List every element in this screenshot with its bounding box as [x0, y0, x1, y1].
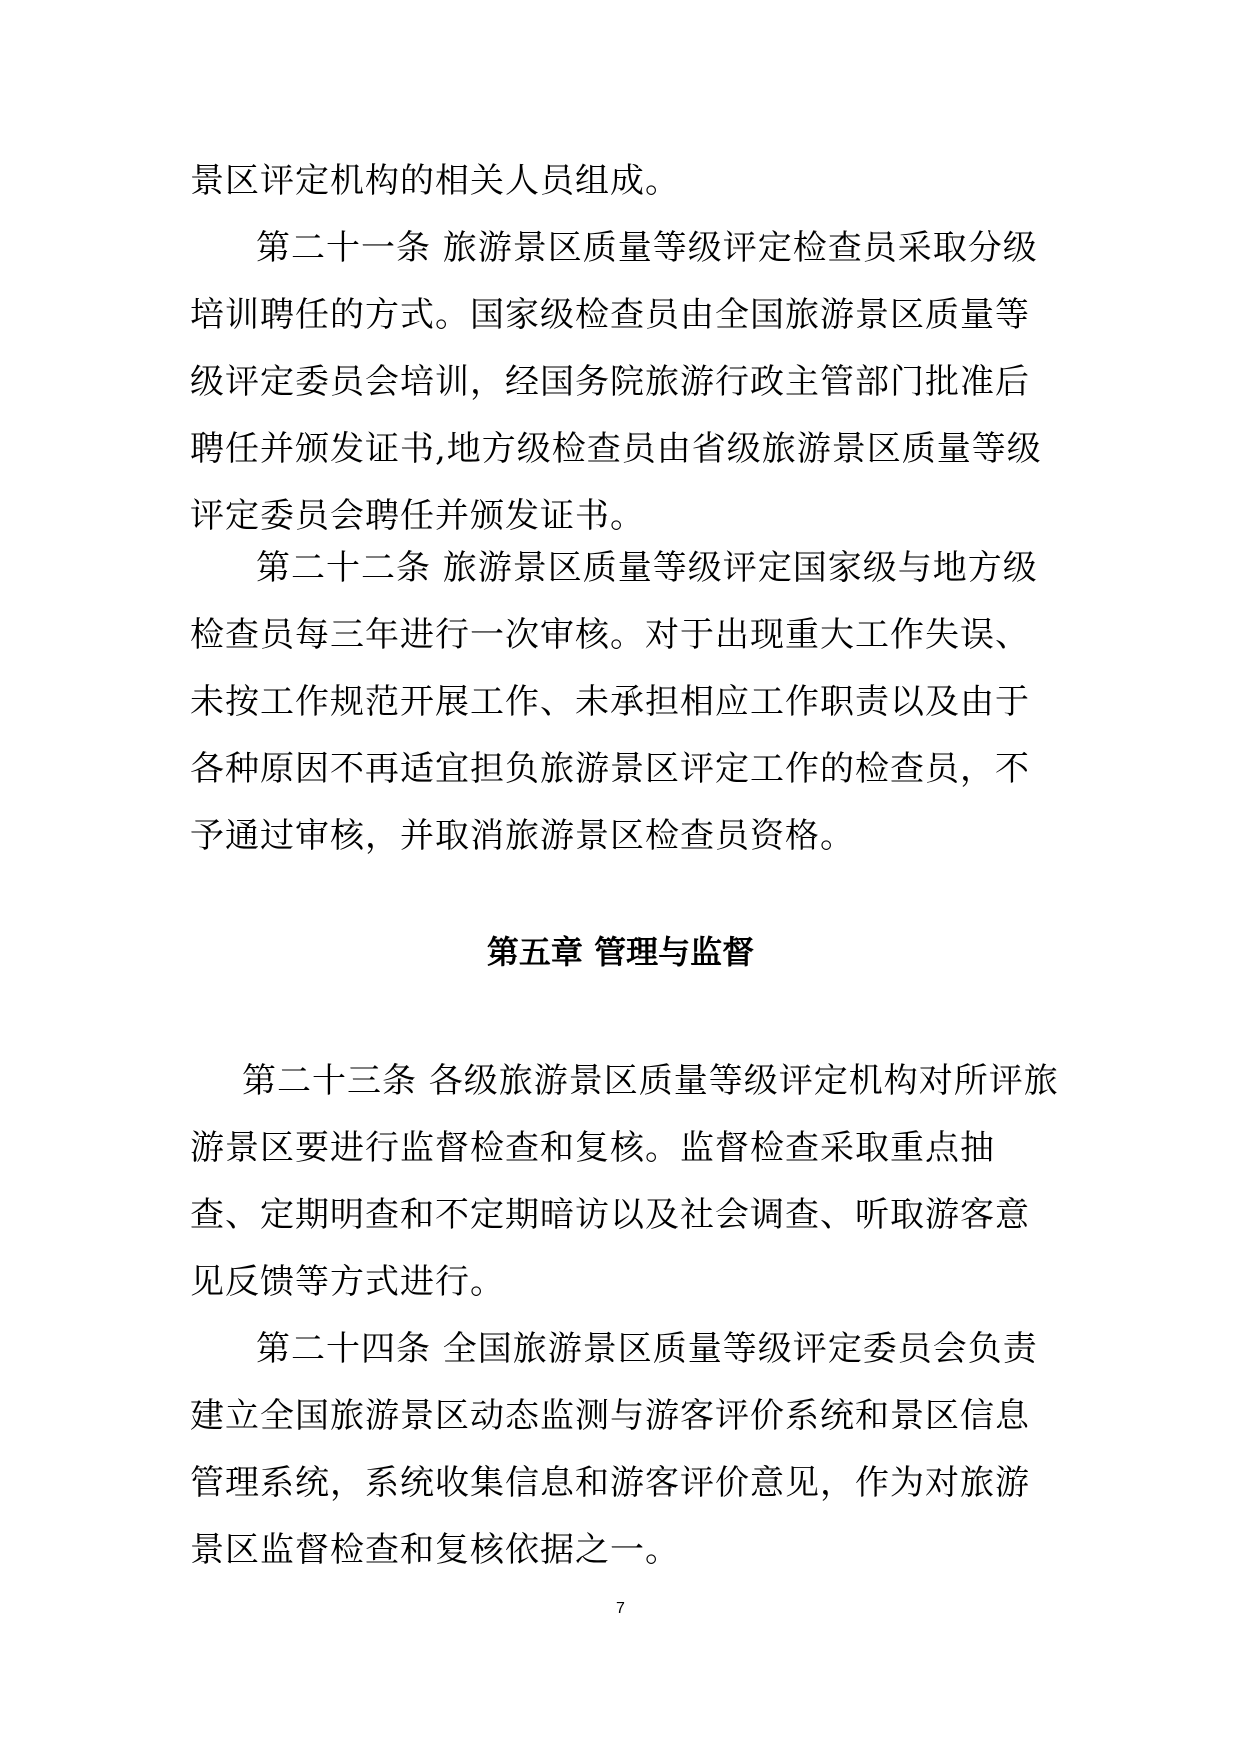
- paragraph-article-23: 第二十三条 各级旅游景区质量等级评定机构对所评旅游景区要进行监督检查和复核。监督检查采取重点抽查、定期明查和不定期暗访以及社会调查、听取游客意见反馈等方式进行。: [190, 1061, 1059, 1302]
- paragraph-article-21: 第二十一条 旅游景区质量等级评定检查员采取分级培训聘任的方式。国家级检查员由全国旅游景区质量等级评定委员会培训，经国务院旅游行政主管部门批准后聘任并颁发证书,地方级检查员由省级旅游景区质量等级评定委员会聘任并颁发证书。: [190, 228, 1042, 536]
- page-number: 7: [616, 1600, 625, 1617]
- paragraph-article-24: 第二十四条 全国旅游景区质量等级评定委员会负责建立全国旅游景区动态监测与游客评价系统和景区信息管理系统，系统收集信息和游客评价意见，作为对旅游景区监督检查和复核依据之一。: [190, 1329, 1038, 1570]
- paragraph-article-22: 第二十二条 旅游景区质量等级评定国家级与地方级检查员每三年进行一次审核。对于出现重大工作失误、未按工作规范开展工作、未承担相应工作职责以及由于各种原因不再适宜担负旅游景区评定工作的检查员，不予通过审核，并取消旅游景区检查员资格。: [190, 548, 1038, 856]
- paragraph-continuation: 景区评定机构的相关人员组成。: [190, 161, 680, 201]
- chapter-heading: 第五章 管理与监督: [486, 933, 755, 971]
